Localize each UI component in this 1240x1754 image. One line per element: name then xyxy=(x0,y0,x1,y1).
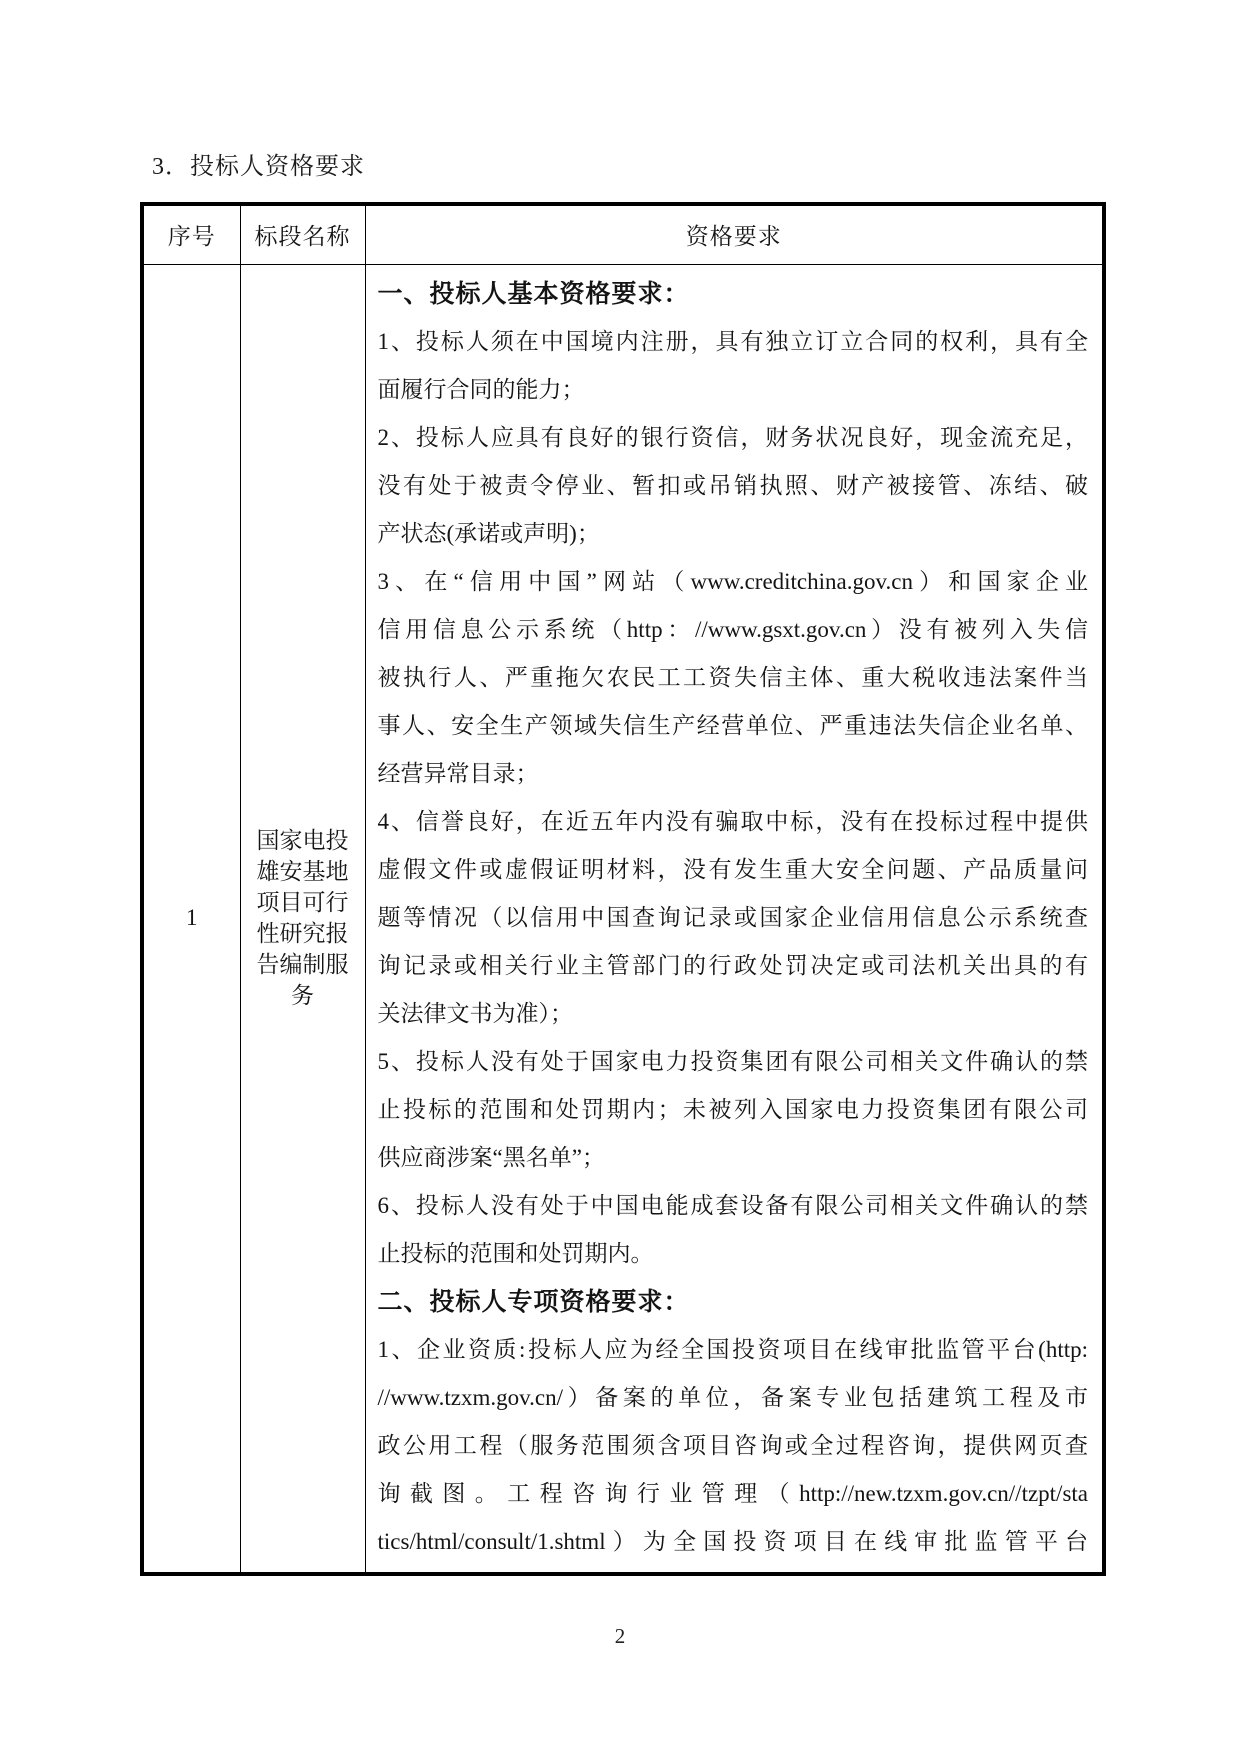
requirement-line: 事人、安全生产领域失信生产经营单位、严重违法失信企业名单、 xyxy=(377,712,1088,738)
requirement-line: 经营异常目录； xyxy=(377,760,539,786)
requirement-line: 关法律文书为准）； xyxy=(377,1000,573,1026)
requirement-heading-line: 二、投标人专项资格要求： xyxy=(377,1287,690,1316)
requirement-line: 4、信誉良好，在近五年内没有骗取中标，没有在投标过程中提供 xyxy=(377,808,1088,834)
requirement-line: 供应商涉案“黑名单”； xyxy=(377,1144,605,1170)
requirement-line: 没有处于被责令停业、暂扣或吊销执照、财产被接管、冻结、破 xyxy=(377,472,1088,498)
requirement-line: 虚假文件或虚假证明材料，没有发生重大安全问题、产品质量问 xyxy=(377,856,1088,882)
requirement-line: 2、投标人应具有良好的银行资信，财务状况良好，现金流充足， xyxy=(377,424,1088,450)
header-qualification: 资格要求 xyxy=(365,204,1104,264)
page-title: 3．投标人资格要求 xyxy=(152,154,365,180)
header-section-name: 标段名称 xyxy=(240,204,365,264)
requirement-line: 题等情况（以信用中国查询记录或国家企业信用信息公示系统查 xyxy=(377,904,1088,930)
requirement-line: //www.tzxm.gov.cn/）备案的单位，备案专业包括建筑工程及市 xyxy=(377,1384,1088,1410)
requirement-line: 政公用工程（服务范围须含项目咨询或全过程咨询，提供网页查 xyxy=(377,1432,1088,1458)
page-number: 2 xyxy=(614,1624,626,1648)
table-header-row xyxy=(142,204,1104,264)
requirement-line: 5、投标人没有处于国家电力投资集团有限公司相关文件确认的禁 xyxy=(377,1048,1088,1074)
header-seq: 序号 xyxy=(142,204,240,264)
requirement-line: 1、投标人须在中国境内注册，具有独立订立合同的权利，具有全 xyxy=(377,328,1088,354)
table-row xyxy=(142,264,1104,1574)
requirement-line: tics/html/consult/1.shtml）为全国投资项目在线审批监管平台 xyxy=(377,1528,1088,1554)
page-footer xyxy=(0,1624,1240,1649)
requirement-line: 3、在“信用中国”网站（www.creditchina.gov.cn）和国家企业 xyxy=(377,568,1088,594)
requirements-cell xyxy=(365,264,1104,1574)
requirement-line: 被执行人、严重拖欠农民工工资失信主体、重大税收违法案件当 xyxy=(377,664,1088,690)
requirement-line: 止投标的范围和处罚期内；未被列入国家电力投资集团有限公司 xyxy=(377,1096,1088,1122)
requirement-line: 6、投标人没有处于中国电能成套设备有限公司相关文件确认的禁 xyxy=(377,1192,1088,1218)
qualification-table xyxy=(140,202,1106,1576)
requirement-line: 询记录或相关行业主管部门的行政处罚决定或司法机关出具的有 xyxy=(377,952,1088,978)
requirement-line: 面履行合同的能力； xyxy=(377,376,585,402)
seq-cell: 1 xyxy=(142,264,240,1574)
requirement-heading-line: 一、投标人基本资格要求： xyxy=(377,279,690,308)
section-name-cell: 国家电投雄安基地项目可行性研究报告编制服务 xyxy=(240,264,365,1574)
requirement-line: 1、企业资质:投标人应为经全国投资项目在线审批监管平台(http: xyxy=(377,1336,1088,1362)
requirement-line: 询截图。工程咨询行业管理（http://new.tzxm.gov.cn//tzpt/sta xyxy=(377,1480,1088,1506)
requirement-line: 信用信息公示系统（http：//www.gsxt.gov.cn）没有被列入失信 xyxy=(377,616,1088,642)
requirement-line: 止投标的范围和处罚期内。 xyxy=(377,1240,654,1266)
requirement-line: 产状态(承诺或声明)； xyxy=(377,520,600,546)
